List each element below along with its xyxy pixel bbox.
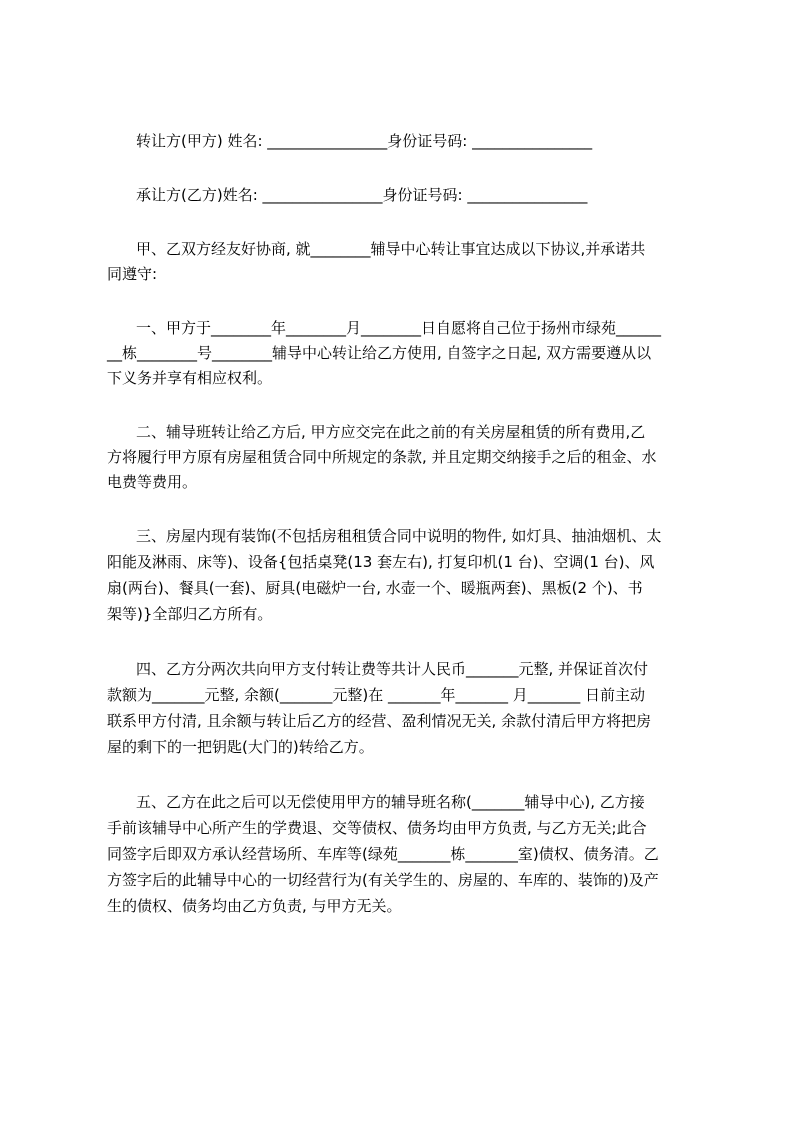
clause1-line-2: __栋________号________辅导中心转让给乙方使用, 自签字之日起, 双方需要遵从以 — [107, 344, 652, 362]
clause4-line-3: 联系甲方付清, 且余额与转让后乙方的经营、盈利情况无关, 余款付清后甲方将把房 — [107, 712, 652, 730]
clause3-line-1: 三、房屋内现有装饰(不包括房租租赁合同中说明的物件, 如灯具、抽油烟机、太 — [136, 527, 662, 545]
clause5-line-5: 生的债权、债务均由乙方负责, 与甲方无关。 — [107, 897, 402, 915]
clause2-line-3: 电费等费用。 — [107, 473, 198, 491]
clause5-line-3: 同签字后即双方承认经营场所、车库等(绿苑_______栋_______室)债权、债务清。乙 — [107, 845, 659, 863]
clause3-line-2: 阳能及淋雨、床等)、设备{包括桌凳(13 套左右), 打复印机(1 台)、空调(1 台)、风 — [107, 553, 655, 571]
intro-line-2: 同遵守: — [107, 265, 158, 283]
clause3-line-4: 架等)}全部归乙方所有。 — [107, 605, 273, 623]
intro-line-1: 甲、乙双方经友好协商, 就________辅导中心转让事宜达成以下协议,并承诺共 — [136, 240, 646, 258]
clause3-line-3: 扇(两台)、餐具(一套)、厨具(电磁炉一台, 水壶一个、暖瓶两套)、黑板(2 个)、书 — [107, 579, 643, 597]
clause5-line-2: 手前该辅导中心所产生的学费退、交等债权、债务均由甲方负责, 与乙方无关;此合 — [107, 819, 647, 837]
clause4-line-2: 款额为_______元整, 余额(_______元整)在 _______年_______ 月_______ 日前主动 — [107, 686, 646, 704]
clause4-line-4: 屋的剩下的一把钥匙(大门的)转给乙方。 — [107, 738, 374, 756]
clause1-line-1: 一、甲方于________年________月________日自愿将自己位于扬州市绿苑______ — [136, 319, 662, 337]
clause2-line-2: 方将履行甲方原有房屋租赁合同中所规定的条款, 并且定期交纳接手之后的租金、水 — [107, 448, 657, 466]
transferor-line: 转让方(甲方) 姓名: ________________身份证号码: ________________ — [136, 132, 593, 150]
clause5-line-1: 五、乙方在此之后可以无偿使用甲方的辅导班名称(_______辅导中心), 乙方接 — [136, 793, 645, 811]
clause2-line-1: 二、辅导班转让给乙方后, 甲方应交完在此之前的有关房屋租赁的所有费用,乙 — [136, 423, 646, 441]
clause1-line-3: 下义务并享有相应权利。 — [107, 369, 273, 387]
transferee-line: 承让方(乙方)姓名: ________________身份证号码: ________________ — [136, 186, 588, 204]
clause5-line-4: 方签字后的此辅导中心的一切经营行为(有关学生的、房屋的、车库的、装饰的)及产 — [107, 871, 659, 889]
clause4-line-1: 四、乙方分两次共向甲方支付转让费等共计人民币_______元整, 并保证首次付 — [136, 660, 649, 678]
